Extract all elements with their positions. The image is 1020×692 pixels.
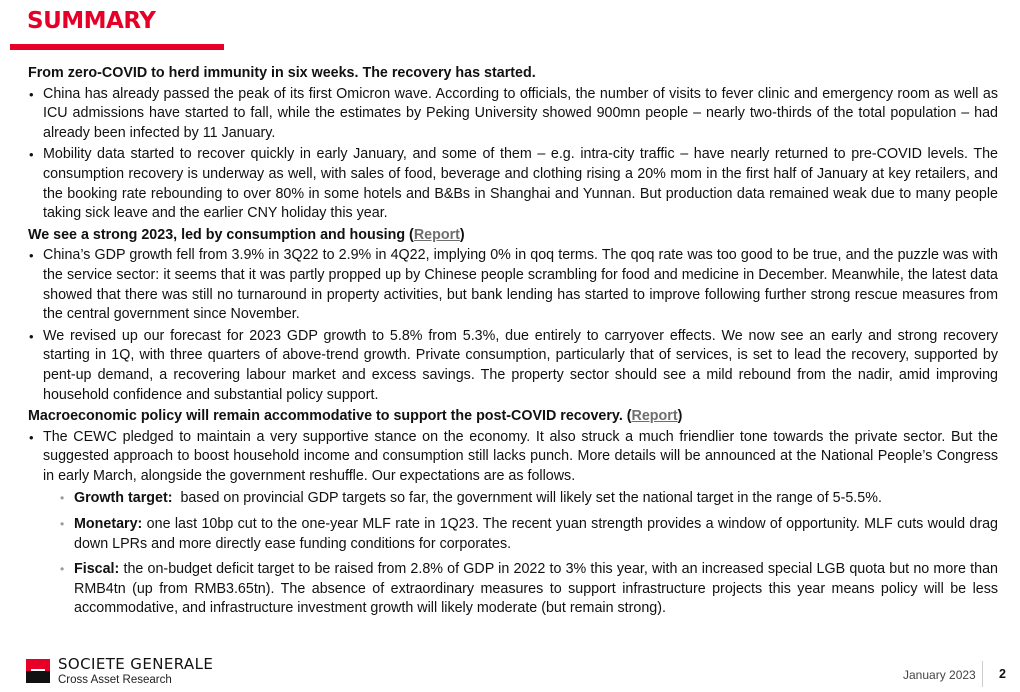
- heading-text-end: ): [459, 226, 465, 243]
- heading-text-end: ): [677, 408, 683, 425]
- bullet-icon: •: [29, 86, 34, 102]
- list-item: [28, 327, 998, 405]
- list-item: [28, 246, 998, 324]
- sub-bullet-label: Growth target:: [74, 490, 173, 507]
- sub-list-item-fiscal: [43, 560, 998, 619]
- sub-bullet-text: the on-budget deficit target to be raised from 2.8% of GDP in 2022 to 3% this year, with an increased special LGB quota but no more than RMB4tn (up from RMB3.65tn). The absence of extraordinary measures to support infrastructure projects this year means policy will be less accommodative, and infrastructure investment growth will likely moderate (but remain strong).: [74, 561, 998, 617]
- bullet-icon: •: [29, 147, 34, 163]
- list-item: [28, 145, 998, 223]
- sub-bullet-icon: •: [60, 517, 65, 532]
- publication-date: January 2023: [903, 668, 976, 682]
- list-item: [28, 85, 998, 144]
- logo-red-block: [26, 659, 50, 671]
- bullet-text: We revised up our forecast for 2023 GDP growth to 5.8% from 5.3%, due entirely to carryover effects. We now see an early and strong recovery starting in 1Q, with three quarters of above-trend growth. Private consumption, particularly that of services, is set to lead the recovery, supported by pent-up demand, a recovering labour market and excess savings. The property sector should see a mild rebound from the nadir, amid improving household confidence and substantial policy support.: [43, 327, 998, 403]
- brand-name: SOCIETE GENERALE: [58, 655, 214, 673]
- page-title: SUMMARY: [27, 8, 156, 34]
- bullet-text: China has already passed the peak of its first Omicron wave. According to officials, the number of visits to fever clinic and emergency room as well as ICU admissions have started to fall, while the estimates by Peking University showed 900mn people – nearly two-thirds of the total population – had already been infected by 11 January.: [43, 85, 998, 141]
- section-heading-strong-2023: [28, 226, 998, 246]
- report-link[interactable]: Report: [631, 408, 678, 425]
- sub-bullet-label: Fiscal:: [74, 561, 120, 578]
- heading-text: We see a strong 2023, led by consumption and housing (: [28, 226, 414, 243]
- logo-black-block: [26, 671, 50, 683]
- report-link[interactable]: Report: [413, 226, 460, 243]
- bullet-list: [28, 85, 998, 224]
- sub-list-item-monetary: [43, 515, 998, 554]
- sub-bullet-list: [43, 489, 998, 619]
- page-number: 2: [999, 667, 1006, 681]
- heading-text: Macroeconomic policy will remain accommodative to support the post-COVID recovery. (: [28, 408, 632, 425]
- sub-list-item-growth-target: [43, 489, 998, 509]
- sub-bullet-icon: •: [60, 491, 65, 506]
- sub-bullet-text: based on provincial GDP targets so far, the government will likely set the national target in the range of 5-5.5%.: [172, 490, 882, 507]
- brand-subtitle: Cross Asset Research: [58, 674, 172, 686]
- section-heading-macro-policy: [28, 407, 998, 427]
- sub-bullet-icon: •: [60, 562, 65, 577]
- societe-generale-logo-icon: [26, 659, 50, 683]
- bullet-list: [28, 428, 998, 619]
- sub-bullet-text: one last 10bp cut to the one-year MLF rate in 1Q23. The recent yuan strength provides a window of opportunity. MLF cuts would drag down LPRs and more directly ease funding conditions for corporates.: [74, 516, 998, 552]
- sub-bullet-label: Monetary:: [74, 516, 143, 533]
- bullet-text: Mobility data started to recover quickly in early January, and some of them – e.g. intra-city traffic – have nearly returned to pre-COVID levels. The consumption recovery is underway as well, with sales of food, beverage and clothing rising a 20% mom in the first half of January at key retailers, and the booking rate rebounding to over 80% in some hotels and B&Bs in Shanghai and Yunnan. But production data remained weak due to many people taking sick leave and the earlier CNY holiday this year.: [43, 146, 998, 222]
- bullet-list: [28, 246, 998, 405]
- footer-divider: [982, 661, 983, 687]
- section-heading-recovery: From zero-COVID to herd immunity in six weeks. The recovery has started.: [28, 65, 536, 81]
- bullet-icon: •: [29, 248, 34, 264]
- bullet-text: The CEWC pledged to maintain a very supportive stance on the economy. It also struck a much friendlier tone towards the private sector. But the suggested approach to boost household income and consumption still lacks punch. More details will be announced at the National People’s Congress in early March, alongside the government reshuffle. Our expectations are as follows.: [43, 428, 998, 484]
- summary-content: [28, 64, 998, 625]
- bullet-icon: •: [29, 429, 34, 445]
- list-item: [28, 428, 998, 619]
- title-underline: [10, 44, 224, 50]
- bullet-icon: •: [29, 328, 34, 344]
- bullet-text: China’s GDP growth fell from 3.9% in 3Q22 to 2.9% in 4Q22, implying 0% in qoq terms. The qoq rate was too good to be true, and the puzzle was with the service sector: it seems that it was partly propped up by Chinese people scrambling for food and medicine in December. Meanwhile, the latest data showed that there was still no turnaround in property activities, but bank lending has started to improve following further strong rescue measures from the central government since November.: [43, 247, 998, 323]
